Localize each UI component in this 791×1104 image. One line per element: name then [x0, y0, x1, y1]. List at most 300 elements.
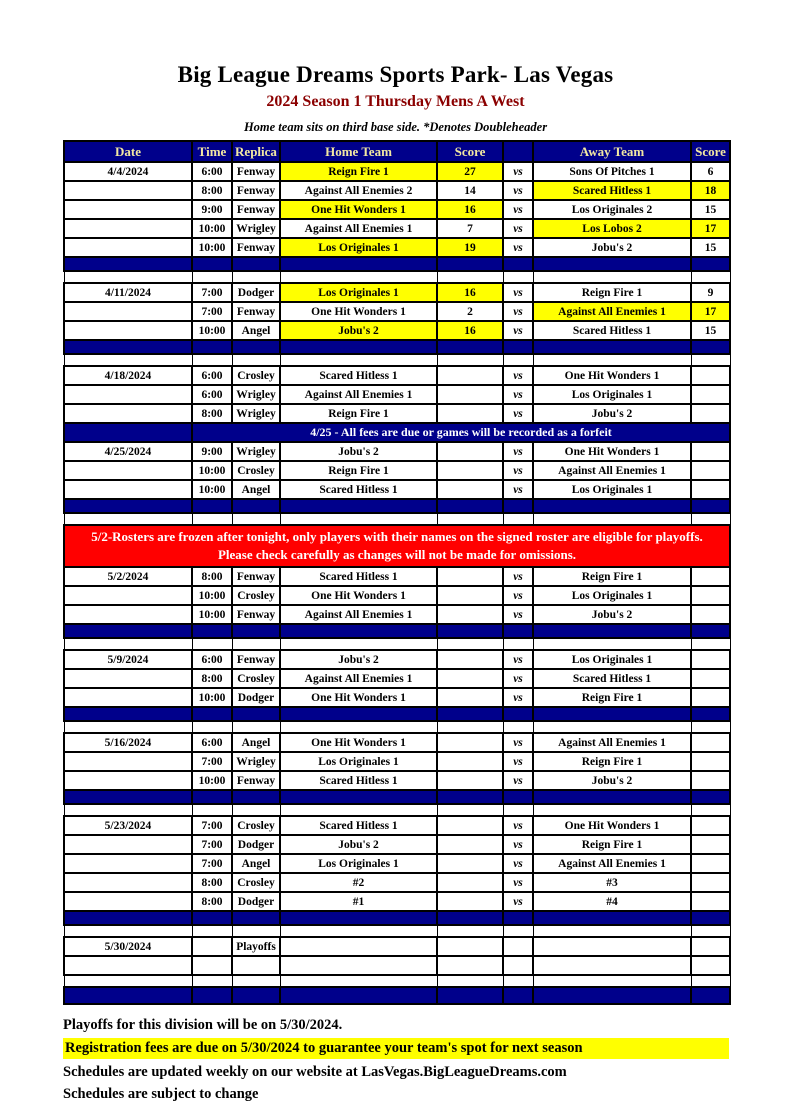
replica-cell: Fenway [232, 200, 280, 219]
vs-cell: vs [503, 650, 533, 669]
date-cell [64, 688, 192, 707]
away-team-cell: Against All Enemies 1 [533, 461, 691, 480]
away-score-cell [691, 752, 730, 771]
subject-to-change-note: Schedules are subject to change [63, 1086, 259, 1102]
time-cell: 7:00 [192, 835, 232, 854]
section-separator [64, 911, 730, 925]
replica-cell: Playoffs [232, 937, 280, 956]
home-score-cell [437, 688, 503, 707]
replica-cell: Fenway [232, 605, 280, 624]
date-cell [64, 854, 192, 873]
home-team-cell: Los Originales 1 [280, 854, 437, 873]
away-team-cell: Scared Hitless 1 [533, 321, 691, 340]
time-cell: 6:00 [192, 162, 232, 181]
time-cell: 6:00 [192, 366, 232, 385]
replica-cell: Fenway [232, 771, 280, 790]
home-team-cell: Scared Hitless 1 [280, 480, 437, 499]
replica-cell: Wrigley [232, 219, 280, 238]
vs-cell [503, 937, 533, 956]
vs-cell: vs [503, 366, 533, 385]
away-score-cell [691, 366, 730, 385]
table-header-row [64, 141, 730, 162]
away-team-cell: Jobu's 2 [533, 605, 691, 624]
away-team-cell: Against All Enemies 1 [533, 854, 691, 873]
date-cell [64, 461, 192, 480]
fees-due-text: 4/25 - All fees are due or games will be recorded as a forfeit [192, 423, 730, 442]
replica-cell: Wrigley [232, 442, 280, 461]
time-cell: 7:00 [192, 752, 232, 771]
replica-cell: Dodger [232, 688, 280, 707]
vs-cell: vs [503, 385, 533, 404]
header-vs [503, 141, 533, 162]
home-score-cell: 16 [437, 200, 503, 219]
away-team-cell: #3 [533, 873, 691, 892]
home-score-cell [437, 605, 503, 624]
away-team-cell: Jobu's 2 [533, 238, 691, 257]
header-away-team: Away Team [533, 141, 691, 162]
home-score-cell [437, 771, 503, 790]
home-score-cell [437, 892, 503, 911]
away-score-cell [691, 404, 730, 423]
home-score-cell [437, 669, 503, 688]
away-score-cell [691, 586, 730, 605]
spacer-row [64, 271, 730, 283]
vs-cell: vs [503, 688, 533, 707]
date-cell [64, 669, 192, 688]
time-cell: 7:00 [192, 302, 232, 321]
home-team-cell: One Hit Wonders 1 [280, 688, 437, 707]
home-team-cell: Against All Enemies 2 [280, 181, 437, 200]
time-cell: 7:00 [192, 283, 232, 302]
date-cell [64, 200, 192, 219]
game-row [64, 302, 730, 321]
home-score-cell [437, 733, 503, 752]
fees-due-banner [64, 423, 730, 442]
home-score-cell [437, 854, 503, 873]
game-row [64, 605, 730, 624]
roster-freeze-banner [64, 525, 730, 567]
away-score-cell [691, 605, 730, 624]
date-cell [64, 404, 192, 423]
away-team-cell: #4 [533, 892, 691, 911]
website-note: Schedules are updated weekly on our website at LasVegas.BigLeagueDreams.com [63, 1064, 567, 1080]
date-cell [64, 752, 192, 771]
away-score-cell: 15 [691, 321, 730, 340]
spacer-row [64, 638, 730, 650]
replica-cell: Fenway [232, 238, 280, 257]
footer-notes [63, 1016, 729, 1104]
vs-cell: vs [503, 321, 533, 340]
home-score-cell: 16 [437, 283, 503, 302]
time-cell: 10:00 [192, 771, 232, 790]
time-cell: 8:00 [192, 892, 232, 911]
vs-cell: vs [503, 162, 533, 181]
away-team-cell: Los Originales 2 [533, 200, 691, 219]
home-score-cell: 2 [437, 302, 503, 321]
vs-cell: vs [503, 238, 533, 257]
vs-cell: vs [503, 200, 533, 219]
replica-cell: Crosley [232, 669, 280, 688]
home-team-cell: Reign Fire 1 [280, 404, 437, 423]
spacer-row [64, 721, 730, 733]
replica-cell: Fenway [232, 162, 280, 181]
game-row [64, 404, 730, 423]
home-score-cell [437, 752, 503, 771]
away-score-cell [691, 650, 730, 669]
schedule-table [63, 140, 731, 1005]
time-cell: 7:00 [192, 816, 232, 835]
replica-cell: Dodger [232, 283, 280, 302]
replica-cell: Wrigley [232, 385, 280, 404]
home-score-cell: 19 [437, 238, 503, 257]
home-team-cell: #2 [280, 873, 437, 892]
home-score-cell [437, 650, 503, 669]
away-team-cell: Reign Fire 1 [533, 752, 691, 771]
replica-cell: Angel [232, 854, 280, 873]
away-score-cell: 15 [691, 200, 730, 219]
home-score-cell [437, 461, 503, 480]
away-score-cell: 17 [691, 219, 730, 238]
game-row [64, 219, 730, 238]
away-score-cell [691, 442, 730, 461]
away-score-cell [691, 480, 730, 499]
away-team-cell: Scared Hitless 1 [533, 181, 691, 200]
date-cell: 5/16/2024 [64, 733, 192, 752]
roster-freeze-line2: Please check carefully as changes will not be made for omissions. [217, 547, 577, 562]
game-row [64, 771, 730, 790]
date-cell [64, 321, 192, 340]
game-row [64, 366, 730, 385]
away-team-cell: Los Lobos 2 [533, 219, 691, 238]
vs-cell: vs [503, 669, 533, 688]
time-cell: 10:00 [192, 238, 232, 257]
spacer-row [64, 975, 730, 987]
date-cell [64, 219, 192, 238]
spacer-row [64, 925, 730, 937]
home-team-cell: Against All Enemies 1 [280, 669, 437, 688]
vs-cell: vs [503, 219, 533, 238]
date-cell [64, 835, 192, 854]
section-separator [64, 340, 730, 354]
time-cell: 6:00 [192, 650, 232, 669]
replica-cell: Wrigley [232, 404, 280, 423]
away-score-cell [691, 771, 730, 790]
home-score-cell [437, 873, 503, 892]
away-team-cell: Los Originales 1 [533, 586, 691, 605]
empty-row [64, 956, 730, 975]
time-cell: 10:00 [192, 461, 232, 480]
game-row [64, 461, 730, 480]
vs-cell: vs [503, 283, 533, 302]
away-team-cell: Los Originales 1 [533, 385, 691, 404]
away-score-cell: 18 [691, 181, 730, 200]
replica-cell: Angel [232, 321, 280, 340]
away-team-cell: One Hit Wonders 1 [533, 816, 691, 835]
home-score-cell [437, 366, 503, 385]
game-row [64, 567, 730, 586]
home-team-cell: Jobu's 2 [280, 650, 437, 669]
away-team-cell: Reign Fire 1 [533, 567, 691, 586]
away-score-cell [691, 892, 730, 911]
away-team-cell: Los Originales 1 [533, 650, 691, 669]
away-score-cell [691, 567, 730, 586]
time-cell: 9:00 [192, 200, 232, 219]
time-cell: 8:00 [192, 873, 232, 892]
home-score-cell [437, 404, 503, 423]
vs-cell: vs [503, 854, 533, 873]
away-score-cell [691, 873, 730, 892]
away-score-cell [691, 461, 730, 480]
table-end-bar [64, 987, 730, 1004]
time-cell: 6:00 [192, 385, 232, 404]
home-score-cell: 14 [437, 181, 503, 200]
playoffs-row [64, 937, 730, 956]
game-row [64, 650, 730, 669]
replica-cell: Fenway [232, 181, 280, 200]
away-team-cell: Jobu's 2 [533, 771, 691, 790]
date-cell: 5/9/2024 [64, 650, 192, 669]
away-score-cell: 9 [691, 283, 730, 302]
date-cell [64, 423, 192, 442]
away-team-cell: Reign Fire 1 [533, 835, 691, 854]
away-team-cell: One Hit Wonders 1 [533, 442, 691, 461]
time-cell: 10:00 [192, 321, 232, 340]
away-team-cell: Sons Of Pitches 1 [533, 162, 691, 181]
header-score: Score [437, 141, 503, 162]
playoffs-note: Playoffs for this division will be on 5/30/2024. [63, 1017, 343, 1033]
home-team-cell: Scared Hitless 1 [280, 567, 437, 586]
time-cell: 10:00 [192, 586, 232, 605]
away-score-cell [691, 688, 730, 707]
home-team-cell: One Hit Wonders 1 [280, 302, 437, 321]
game-row [64, 835, 730, 854]
vs-cell: vs [503, 181, 533, 200]
replica-cell: Crosley [232, 873, 280, 892]
page-title: Big League Dreams Sports Park- Las Vegas [177, 62, 614, 87]
home-team-cell: Reign Fire 1 [280, 461, 437, 480]
home-team-cell: Against All Enemies 1 [280, 605, 437, 624]
game-row [64, 200, 730, 219]
home-team-cell: Scared Hitless 1 [280, 771, 437, 790]
header-home-team: Home Team [280, 141, 437, 162]
time-cell: 6:00 [192, 733, 232, 752]
replica-cell: Crosley [232, 366, 280, 385]
section-separator [64, 257, 730, 271]
header-time: Time [192, 141, 232, 162]
game-row [64, 854, 730, 873]
replica-cell: Wrigley [232, 752, 280, 771]
time-cell: 8:00 [192, 669, 232, 688]
date-cell: 5/23/2024 [64, 816, 192, 835]
home-score-cell [437, 586, 503, 605]
home-team-cell: Los Originales 1 [280, 752, 437, 771]
replica-cell: Angel [232, 480, 280, 499]
time-cell: 10:00 [192, 480, 232, 499]
away-score-cell [691, 937, 730, 956]
away-team-cell: One Hit Wonders 1 [533, 366, 691, 385]
vs-cell: vs [503, 835, 533, 854]
vs-cell: vs [503, 567, 533, 586]
date-cell [64, 605, 192, 624]
home-score-cell [437, 480, 503, 499]
time-cell: 9:00 [192, 442, 232, 461]
home-score-cell [437, 385, 503, 404]
home-team-cell: Against All Enemies 1 [280, 219, 437, 238]
vs-cell: vs [503, 442, 533, 461]
date-cell: 5/2/2024 [64, 567, 192, 586]
time-cell: 10:00 [192, 605, 232, 624]
vs-cell: vs [503, 404, 533, 423]
home-score-cell [437, 567, 503, 586]
date-cell: 5/30/2024 [64, 937, 192, 956]
home-team-cell: Jobu's 2 [280, 835, 437, 854]
replica-cell: Dodger [232, 835, 280, 854]
time-cell: 10:00 [192, 688, 232, 707]
away-team-cell: Jobu's 2 [533, 404, 691, 423]
replica-cell: Crosley [232, 586, 280, 605]
vs-cell: vs [503, 752, 533, 771]
date-cell: 4/11/2024 [64, 283, 192, 302]
replica-cell: Angel [232, 733, 280, 752]
date-cell [64, 181, 192, 200]
time-cell: 8:00 [192, 404, 232, 423]
section-separator [64, 790, 730, 804]
home-team-cell: Scared Hitless 1 [280, 366, 437, 385]
away-team-cell [533, 937, 691, 956]
date-cell [64, 385, 192, 404]
time-cell [192, 937, 232, 956]
section-separator [64, 499, 730, 513]
away-score-cell [691, 854, 730, 873]
game-row [64, 181, 730, 200]
header-away-score: Score [691, 141, 730, 162]
vs-cell: vs [503, 480, 533, 499]
date-cell [64, 238, 192, 257]
replica-cell: Crosley [232, 816, 280, 835]
home-team-cell: Los Originales 1 [280, 283, 437, 302]
date-cell: 4/18/2024 [64, 366, 192, 385]
field-note: Home team sits on third base side. *Denotes Doubleheader [243, 120, 548, 134]
division-subtitle: 2024 Season 1 Thursday Mens A West [266, 93, 525, 110]
away-score-cell [691, 733, 730, 752]
home-team-cell: Jobu's 2 [280, 442, 437, 461]
vs-cell: vs [503, 873, 533, 892]
away-team-cell: Reign Fire 1 [533, 688, 691, 707]
away-team-cell: Against All Enemies 1 [533, 302, 691, 321]
home-score-cell [437, 816, 503, 835]
header-replica: Replica [232, 141, 280, 162]
vs-cell: vs [503, 605, 533, 624]
date-cell [64, 873, 192, 892]
replica-cell: Fenway [232, 567, 280, 586]
date-cell: 4/25/2024 [64, 442, 192, 461]
game-row [64, 321, 730, 340]
game-row [64, 669, 730, 688]
replica-cell: Crosley [232, 461, 280, 480]
section-separator [64, 707, 730, 721]
section-separator [64, 624, 730, 638]
away-score-cell [691, 669, 730, 688]
home-team-cell: Jobu's 2 [280, 321, 437, 340]
home-team-cell: One Hit Wonders 1 [280, 733, 437, 752]
game-row [64, 586, 730, 605]
vs-cell: vs [503, 733, 533, 752]
home-score-cell [437, 442, 503, 461]
game-row [64, 442, 730, 461]
date-cell [64, 586, 192, 605]
away-team-cell: Reign Fire 1 [533, 283, 691, 302]
away-team-cell: Against All Enemies 1 [533, 733, 691, 752]
home-score-cell [437, 937, 503, 956]
vs-cell: vs [503, 816, 533, 835]
date-cell [64, 771, 192, 790]
game-row [64, 752, 730, 771]
game-row [64, 480, 730, 499]
away-score-cell: 15 [691, 238, 730, 257]
home-team-cell: One Hit Wonders 1 [280, 200, 437, 219]
game-row [64, 283, 730, 302]
home-score-cell [437, 835, 503, 854]
away-score-cell: 17 [691, 302, 730, 321]
home-team-cell: Against All Enemies 1 [280, 385, 437, 404]
spacer-row [64, 513, 730, 525]
home-team-cell: Scared Hitless 1 [280, 816, 437, 835]
game-row [64, 733, 730, 752]
header-date: Date [64, 141, 192, 162]
home-team-cell: #1 [280, 892, 437, 911]
away-team-cell: Scared Hitless 1 [533, 669, 691, 688]
time-cell: 8:00 [192, 181, 232, 200]
game-row [64, 688, 730, 707]
home-score-cell: 27 [437, 162, 503, 181]
away-score-cell [691, 835, 730, 854]
roster-freeze-line1: 5/2-Rosters are frozen after tonight, only players with their names on the signed roster are eligible for playoffs. [91, 529, 703, 544]
date-cell [64, 892, 192, 911]
date-cell [64, 302, 192, 321]
away-score-cell: 6 [691, 162, 730, 181]
home-score-cell: 16 [437, 321, 503, 340]
game-row [64, 892, 730, 911]
vs-cell: vs [503, 771, 533, 790]
game-row [64, 238, 730, 257]
home-team-cell [280, 937, 437, 956]
away-team-cell: Los Originales 1 [533, 480, 691, 499]
time-cell: 10:00 [192, 219, 232, 238]
home-team-cell: One Hit Wonders 1 [280, 586, 437, 605]
home-score-cell: 7 [437, 219, 503, 238]
time-cell: 7:00 [192, 854, 232, 873]
away-score-cell [691, 816, 730, 835]
game-row [64, 385, 730, 404]
vs-cell: vs [503, 461, 533, 480]
replica-cell: Dodger [232, 892, 280, 911]
replica-cell: Fenway [232, 650, 280, 669]
spacer-row [64, 804, 730, 816]
replica-cell: Fenway [232, 302, 280, 321]
time-cell: 8:00 [192, 567, 232, 586]
vs-cell: vs [503, 586, 533, 605]
date-cell [64, 480, 192, 499]
game-row [64, 816, 730, 835]
home-team-cell: Reign Fire 1 [280, 162, 437, 181]
game-row [64, 873, 730, 892]
game-row [64, 162, 730, 181]
registration-note: Registration fees are due on 5/30/2024 to guarantee your team's spot for next season [63, 1038, 729, 1059]
date-cell: 4/4/2024 [64, 162, 192, 181]
away-score-cell [691, 385, 730, 404]
vs-cell: vs [503, 892, 533, 911]
spacer-row [64, 354, 730, 366]
